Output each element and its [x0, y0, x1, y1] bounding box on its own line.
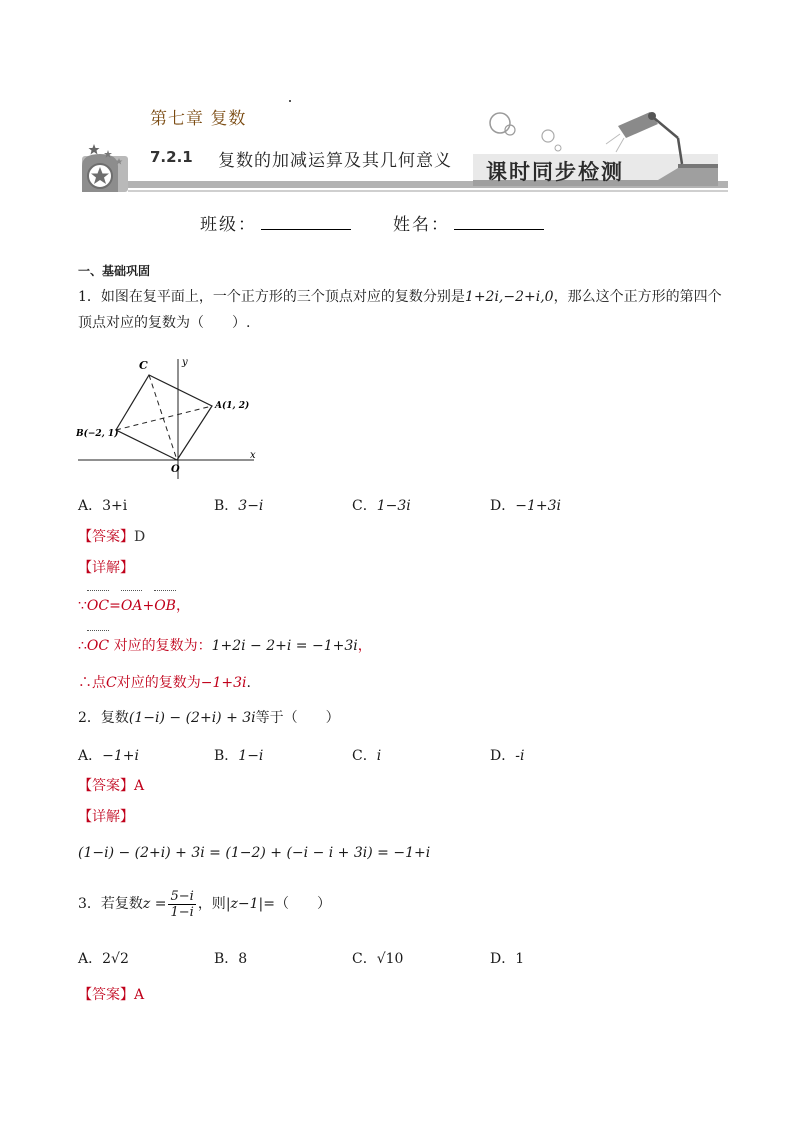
therefore-symbol: ∴: [78, 638, 87, 654]
label-x: x: [250, 450, 256, 461]
q3-stem-mid: ，则: [197, 896, 226, 912]
section-title: 复数的加减运算及其几何意义: [218, 151, 452, 171]
label-o: O: [171, 464, 180, 475]
name-field[interactable]: [393, 210, 544, 235]
option-key: D．: [490, 748, 516, 764]
option-key: B．: [214, 951, 239, 967]
chapter-title: 第七章 复数: [150, 109, 247, 129]
q1-option-b[interactable]: [214, 493, 263, 519]
option-text: 3+i: [102, 498, 128, 514]
option-key: B．: [214, 748, 239, 764]
option-text: 1: [515, 951, 525, 967]
option-text: 1−3i: [376, 498, 411, 514]
chapter-dot: [289, 100, 291, 102]
answer-value: A: [134, 987, 145, 1003]
option-key: D．: [490, 951, 516, 967]
part-title: 一、基础巩固: [78, 264, 151, 278]
point-c: C: [106, 675, 117, 691]
q3-fraction: [168, 889, 195, 920]
detail-text: 对应的复数为: [116, 675, 201, 691]
option-text: 8: [238, 951, 248, 967]
q1-detail-line2: [78, 633, 372, 659]
q1-answer: [78, 524, 145, 550]
vector-ob: OB: [154, 593, 176, 619]
punct: .: [246, 675, 251, 691]
answer-value: D: [134, 529, 146, 545]
answer-label: 【答案】: [78, 987, 134, 1003]
q2-option-c[interactable]: [352, 743, 381, 769]
option-key: C．: [352, 748, 377, 764]
q3-answer: [78, 982, 144, 1008]
label-a: A(1, 2): [215, 401, 250, 411]
q1-stem-text: 1．如图在复平面上，一个正方形的三个顶点对应的复数分别是: [78, 289, 465, 305]
q3-abs: |z−1|: [225, 896, 264, 912]
q2-answer: [78, 773, 144, 799]
q3-option-a[interactable]: [78, 946, 129, 972]
detail-text: ∴点: [78, 675, 106, 691]
option-text: 2√2: [102, 951, 129, 967]
option-key: A．: [78, 498, 103, 514]
q2-option-d[interactable]: [490, 743, 524, 769]
q1-stem-line2: 顶点对应的复数为（ ）.: [78, 315, 251, 331]
q3-option-c[interactable]: [352, 946, 403, 972]
diagonal-ob: [116, 406, 212, 430]
answer-value: A: [134, 778, 145, 794]
vector-oc: OC: [87, 593, 109, 619]
label-b: B(−2, 1): [76, 429, 119, 439]
q1-detail-label: 【详解】: [78, 560, 134, 576]
q2-option-a[interactable]: [78, 743, 139, 769]
because-symbol: ∵: [78, 598, 87, 614]
option-key: A．: [78, 951, 103, 967]
option-text: 3−i: [238, 498, 264, 514]
q1-detail-line3: [78, 670, 251, 696]
q2-detail-math: (1−i) − (2+i) + 3i = (1−2) + (−i − i + 3i) = −1+i: [78, 845, 431, 861]
q1-option-a[interactable]: [78, 493, 127, 519]
answer-label: 【答案】: [78, 529, 134, 545]
complex-plane-figure: [76, 354, 266, 484]
equals-sign: =: [109, 598, 121, 614]
q2-detail-label: 【详解】: [78, 809, 134, 825]
label-y: y: [182, 357, 188, 368]
question-2-stem: [78, 705, 340, 731]
detail-math: 1+2i − 2+i = −1+3i: [211, 638, 358, 654]
banner-label: 课时同步检测: [486, 159, 624, 184]
q1-option-d[interactable]: [490, 493, 561, 519]
option-text: 1−i: [238, 748, 264, 764]
plus-sign: +: [142, 598, 155, 614]
q1-stem-end: ，那么这个正方形的第四个: [553, 289, 722, 305]
label-c: C: [139, 359, 148, 372]
q1-option-c[interactable]: [352, 493, 411, 519]
q2-stem-end: 等于（ ）: [255, 710, 340, 726]
option-key: D．: [490, 498, 516, 514]
diagonal-ac: [149, 375, 177, 460]
answer-label: 【答案】: [78, 778, 134, 794]
q3-stem-end: =（ ）: [263, 896, 331, 912]
detail-math: −1+3i: [200, 675, 247, 691]
q1-stem-math: 1+2i,−2+i,0: [464, 289, 554, 305]
vector-oa: OA: [121, 593, 143, 619]
vector-oc: OC: [87, 633, 109, 659]
q2-stem-text: 2．复数: [78, 710, 129, 726]
option-text: −1+3i: [515, 498, 561, 514]
name-blank[interactable]: [454, 215, 544, 230]
name-label: 姓名：: [393, 215, 450, 235]
q1-detail-line1: [78, 593, 190, 619]
question-3-stem: [78, 886, 331, 922]
q2-stem-math: (1−i) − (2+i) + 3i: [128, 710, 256, 726]
detail-text: 对应的复数为：: [109, 638, 212, 654]
option-key: C．: [352, 951, 377, 967]
option-key: A．: [78, 748, 103, 764]
section-number: 7.2.1: [150, 148, 193, 166]
class-blank[interactable]: [261, 215, 351, 230]
q3-option-d[interactable]: [490, 946, 524, 972]
class-field[interactable]: [200, 210, 351, 235]
option-text: -i: [515, 748, 525, 764]
punct: ，: [357, 638, 372, 654]
q3-stem-text: 3．若复数: [78, 896, 143, 912]
q3-z: z =: [142, 896, 167, 912]
option-key: C．: [352, 498, 377, 514]
option-text: i: [376, 748, 382, 764]
option-text: −1+i: [102, 748, 139, 764]
option-text: √10: [376, 951, 404, 967]
star-badge-icon: [82, 144, 128, 192]
fraction-denominator: 1−i: [170, 904, 194, 920]
fraction-numerator: 5−i: [170, 888, 194, 904]
q3-option-b[interactable]: [214, 946, 247, 972]
question-1-stem: [78, 284, 728, 336]
class-label: 班级：: [200, 215, 257, 235]
option-key: B．: [214, 498, 239, 514]
q2-option-b[interactable]: [214, 743, 263, 769]
punct: ，: [175, 598, 190, 614]
